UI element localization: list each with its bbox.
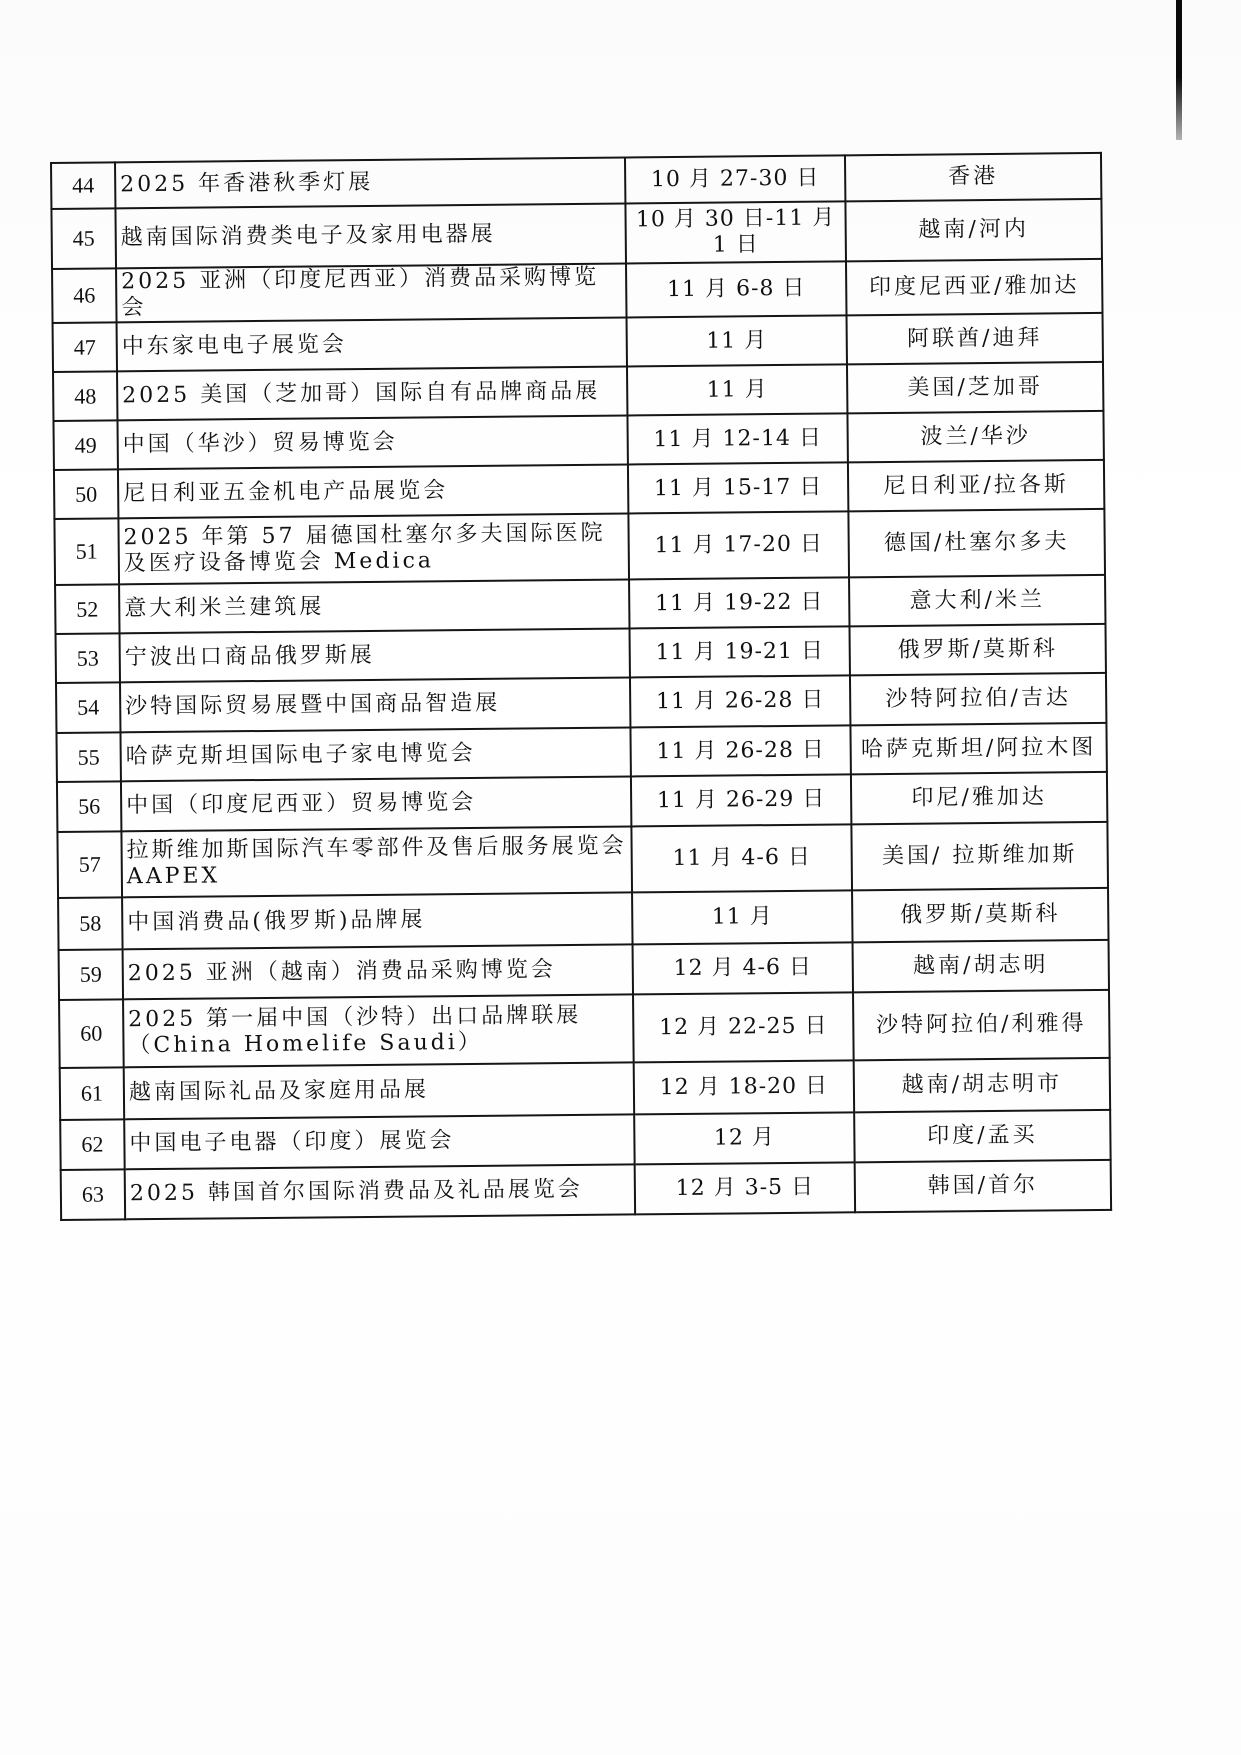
exhibition-name-cell: 2025 亚洲（印度尼西亚）消费品采购博览会 bbox=[116, 263, 626, 322]
row-number-cell: 50 bbox=[54, 469, 118, 519]
row-number-cell: 56 bbox=[57, 781, 121, 832]
exhibition-location-cell: 德国/杜塞尔多夫 bbox=[848, 509, 1105, 577]
row-number-cell: 44 bbox=[51, 162, 115, 209]
exhibition-date-cell: 11 月 26-29 日 bbox=[631, 774, 851, 826]
table-row bbox=[54, 509, 1105, 585]
exhibition-date-cell: 12 月 18-20 日 bbox=[634, 1060, 854, 1114]
exhibition-date-cell: 11 月 26-28 日 bbox=[630, 675, 850, 727]
exhibition-location-cell: 沙特阿拉伯/利雅得 bbox=[853, 990, 1110, 1060]
table-row bbox=[61, 1160, 1111, 1220]
exhibition-date-cell: 12 月 3-5 日 bbox=[635, 1162, 855, 1214]
exhibition-date-cell: 11 月 15-17 日 bbox=[628, 462, 848, 513]
exhibition-location-cell: 俄罗斯/莫斯科 bbox=[849, 624, 1105, 675]
exhibition-date-cell: 11 月 17-20 日 bbox=[628, 511, 849, 579]
exhibition-name-cell: 中国电子电器（印度）展览会 bbox=[124, 1114, 634, 1169]
document-page bbox=[50, 152, 1112, 1221]
row-number-cell: 45 bbox=[51, 208, 116, 269]
exhibition-location-cell: 阿联酋/迪拜 bbox=[847, 313, 1103, 364]
row-number-cell: 47 bbox=[53, 322, 117, 372]
exhibition-name-cell: 越南国际消费类电子及家用电器展 bbox=[115, 203, 626, 268]
exhibition-location-cell: 尼日利亚/拉各斯 bbox=[848, 460, 1104, 511]
exhibition-name-cell: 拉斯维加斯国际汽车零部件及售后服务展览会 AAPEX bbox=[121, 826, 632, 897]
scan-edge-shadow bbox=[1176, 0, 1182, 140]
row-number-cell: 52 bbox=[55, 584, 119, 634]
exhibition-date-cell: 10 月 27-30 日 bbox=[625, 155, 845, 203]
exhibition-name-cell: 越南国际礼品及家庭用品展 bbox=[124, 1062, 634, 1119]
exhibition-name-cell: 沙特国际贸易展暨中国商品智造展 bbox=[120, 677, 630, 732]
exhibition-schedule-table bbox=[50, 152, 1112, 1221]
exhibition-location-cell: 越南/胡志明 bbox=[853, 940, 1109, 992]
row-number-cell: 46 bbox=[52, 268, 117, 323]
exhibition-location-cell: 韩国/首尔 bbox=[855, 1160, 1111, 1212]
exhibition-name-cell: 中国（印度尼西亚）贸易博览会 bbox=[121, 776, 631, 831]
exhibition-location-cell: 意大利/米兰 bbox=[849, 575, 1105, 626]
exhibition-date-cell: 11 月 6-8 日 bbox=[626, 261, 847, 317]
row-number-cell: 54 bbox=[56, 682, 120, 733]
exhibition-location-cell: 哈萨克斯坦/阿拉木图 bbox=[850, 723, 1106, 774]
row-number-cell: 62 bbox=[60, 1119, 124, 1170]
exhibition-name-cell: 2025 韩国首尔国际消费品及礼品展览会 bbox=[125, 1164, 635, 1219]
exhibition-name-cell: 2025 第一届中国（沙特）出口品牌联展（China Homelife Saudi） bbox=[123, 994, 634, 1067]
exhibition-location-cell: 香港 bbox=[845, 153, 1101, 201]
exhibition-location-cell: 印尼/雅加达 bbox=[851, 772, 1107, 824]
exhibition-date-cell: 11 月 19-22 日 bbox=[629, 577, 849, 628]
exhibition-date-cell: 11 月 12-14 日 bbox=[627, 413, 847, 464]
exhibition-date-cell: 12 月 22-25 日 bbox=[633, 992, 854, 1062]
exhibition-date-cell: 11 月 bbox=[627, 315, 847, 366]
row-number-cell: 61 bbox=[60, 1067, 124, 1120]
row-number-cell: 60 bbox=[59, 999, 124, 1068]
exhibition-location-cell: 俄罗斯/莫斯科 bbox=[852, 888, 1108, 942]
exhibition-location-cell: 波兰/华沙 bbox=[847, 411, 1103, 462]
exhibition-name-cell: 2025 年第 57 届德国杜塞尔多夫国际医院及医疗设备博览会 Medica bbox=[118, 513, 629, 584]
exhibition-location-cell: 印度尼西亚/雅加达 bbox=[846, 259, 1103, 315]
exhibition-location-cell: 印度/孟买 bbox=[854, 1110, 1110, 1162]
exhibition-date-cell: 11 月 bbox=[632, 890, 852, 944]
table-row bbox=[51, 199, 1102, 269]
exhibition-date-cell: 12 月 4-6 日 bbox=[633, 942, 853, 994]
table-row bbox=[59, 990, 1110, 1068]
exhibition-location-cell: 越南/河内 bbox=[845, 199, 1102, 261]
exhibition-name-cell: 意大利米兰建筑展 bbox=[119, 579, 629, 633]
exhibition-name-cell: 中东家电电子展览会 bbox=[117, 317, 627, 371]
exhibition-name-cell: 2025 年香港秋季灯展 bbox=[115, 157, 625, 208]
row-number-cell: 49 bbox=[53, 420, 117, 470]
exhibition-name-cell: 中国消费品(俄罗斯)品牌展 bbox=[122, 892, 632, 949]
exhibition-location-cell: 沙特阿拉伯/吉达 bbox=[850, 673, 1106, 725]
row-number-cell: 53 bbox=[56, 633, 120, 683]
exhibition-name-cell: 2025 亚洲（越南）消费品采购博览会 bbox=[123, 944, 633, 999]
exhibition-location-cell: 美国/芝加哥 bbox=[847, 362, 1103, 413]
exhibition-date-cell: 11 月 19-21 日 bbox=[630, 626, 850, 677]
table-row bbox=[57, 822, 1108, 898]
row-number-cell: 57 bbox=[57, 831, 122, 898]
exhibition-name-cell: 2025 美国（芝加哥）国际自有品牌商品展 bbox=[117, 366, 627, 420]
row-number-cell: 51 bbox=[54, 518, 119, 585]
exhibition-name-cell: 宁波出口商品俄罗斯展 bbox=[120, 628, 630, 682]
exhibition-location-cell: 越南/胡志明市 bbox=[854, 1058, 1110, 1112]
row-number-cell: 59 bbox=[59, 949, 123, 1000]
exhibition-date-cell: 11 月 bbox=[627, 364, 847, 415]
row-number-cell: 48 bbox=[53, 371, 117, 421]
row-number-cell: 58 bbox=[58, 897, 122, 950]
table-row bbox=[52, 259, 1102, 323]
exhibition-location-cell: 美国/ 拉斯维加斯 bbox=[851, 822, 1108, 890]
exhibition-date-cell: 11 月 26-28 日 bbox=[630, 725, 850, 776]
table-body bbox=[51, 153, 1111, 1220]
exhibition-date-cell: 11 月 4-6 日 bbox=[631, 824, 852, 892]
exhibition-name-cell: 哈萨克斯坦国际电子家电博览会 bbox=[120, 727, 630, 781]
row-number-cell: 55 bbox=[56, 732, 120, 782]
exhibition-date-cell: 12 月 bbox=[634, 1112, 854, 1164]
exhibition-date-cell: 10 月 30 日-11 月 1 日 bbox=[625, 201, 846, 263]
exhibition-name-cell: 中国（华沙）贸易博览会 bbox=[117, 415, 627, 469]
exhibition-name-cell: 尼日利亚五金机电产品展览会 bbox=[118, 464, 628, 518]
row-number-cell: 63 bbox=[61, 1169, 125, 1220]
